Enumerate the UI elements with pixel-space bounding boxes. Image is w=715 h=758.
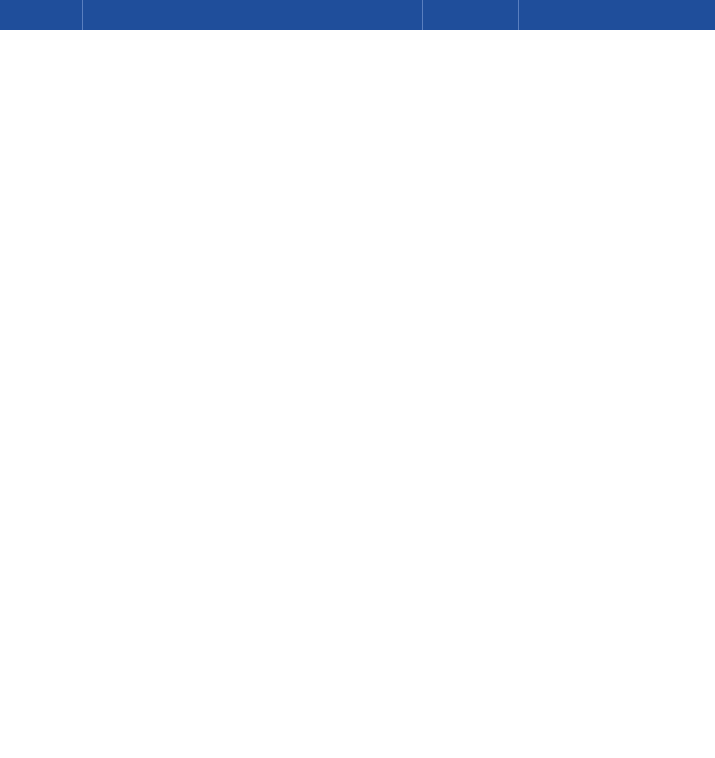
header-moy <box>255 0 299 30</box>
header-hpa <box>343 0 422 30</box>
header-temps <box>518 0 715 30</box>
table-header <box>0 0 715 30</box>
header-pluie <box>422 0 518 30</box>
header-dir <box>210 0 255 30</box>
header-ressenti <box>143 0 210 30</box>
header-raf <box>299 0 343 30</box>
header-jour <box>0 0 82 30</box>
header-legale <box>82 0 143 30</box>
